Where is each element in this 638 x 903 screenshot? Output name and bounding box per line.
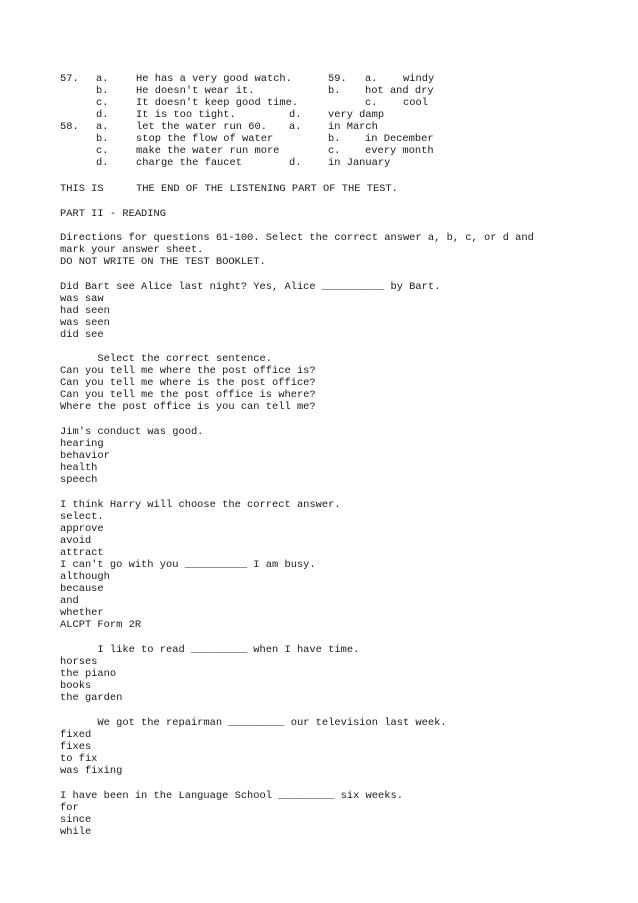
- q57-c-letter: c.: [96, 97, 109, 109]
- q58-b-letter: b.: [96, 133, 109, 145]
- answer-option: was seen: [60, 317, 110, 329]
- answer-option: had seen: [60, 305, 110, 317]
- q58-number: 58.: [60, 121, 79, 133]
- q58-a-letter: a.: [96, 121, 109, 133]
- answer-option: avoid: [60, 535, 92, 547]
- q57-a-letter: a.: [96, 73, 109, 85]
- q59-a-letter: a.: [365, 73, 378, 85]
- q59-b-letter: b.: [328, 85, 341, 97]
- q60-b-text: in December: [365, 133, 434, 145]
- answer-option: Can you tell me where the post office is?: [60, 365, 316, 377]
- q60-c-text: every month: [365, 145, 434, 157]
- q57-c-text: It doesn't keep good time.: [136, 97, 299, 109]
- question-text: Did Bart see Alice last night? Yes, Alice __________ by Bart.: [60, 281, 441, 293]
- q60-a-text: in March: [328, 121, 378, 133]
- q57-b-letter: b.: [96, 85, 109, 97]
- question-text: Jim's conduct was good.: [60, 426, 204, 438]
- directions-line-2: mark your answer sheet.: [60, 244, 204, 256]
- answer-option: horses: [60, 656, 98, 668]
- answer-option: did see: [60, 329, 104, 341]
- q58-d-letter: d.: [96, 157, 109, 169]
- answer-option: fixed: [60, 729, 92, 741]
- part-title: PART II - READING: [60, 208, 167, 220]
- q58-c-text: make the water run more: [136, 145, 280, 157]
- answer-option: while: [60, 826, 92, 838]
- answer-option: select.: [60, 511, 104, 523]
- question-text: Select the correct sentence.: [60, 353, 273, 365]
- answer-option: behavior: [60, 450, 110, 462]
- directions-line-3: DO NOT WRITE ON THE TEST BOOKLET.: [60, 256, 266, 268]
- q60-d-letter: d.: [289, 157, 302, 169]
- question-text: We got the repairman _________ our television last week.: [60, 717, 447, 729]
- q59-d-letter: d.: [289, 109, 302, 121]
- q59-number: 59.: [328, 73, 347, 85]
- answer-option: Can you tell me the post office is where?: [60, 389, 316, 401]
- answer-option: to fix: [60, 753, 98, 765]
- form-footer: ALCPT Form 2R: [60, 619, 142, 631]
- q60-a-letter: a.: [289, 121, 302, 133]
- answer-option: speech: [60, 474, 98, 486]
- answer-option: although: [60, 571, 110, 583]
- q57-b-text: He doesn't wear it.: [136, 85, 255, 97]
- q60-c-letter: c.: [328, 145, 341, 157]
- answer-option: approve: [60, 523, 104, 535]
- answer-option: the piano: [60, 668, 117, 680]
- question-text: I can't go with you __________ I am busy.: [60, 559, 316, 571]
- answer-option: books: [60, 680, 92, 692]
- q59-c-letter: c.: [365, 97, 378, 109]
- answer-option: whether: [60, 607, 104, 619]
- answer-option: fixes: [60, 741, 92, 753]
- answer-option: since: [60, 814, 92, 826]
- q58-d-text: charge the faucet: [136, 157, 243, 169]
- end-listening-text: THE END OF THE LISTENING PART OF THE TEST.: [136, 183, 398, 195]
- q60-b-letter: b.: [328, 133, 341, 145]
- q59-c-text: cool: [403, 97, 428, 109]
- question-text: I have been in the Language School _________ six weeks.: [60, 790, 403, 802]
- question-text: I like to read _________ when I have time.: [60, 644, 360, 656]
- q58-a-text: let the water run 60.: [136, 121, 267, 133]
- q59-b-text: hot and dry: [365, 85, 434, 97]
- q58-b-text: stop the flow of water: [136, 133, 274, 145]
- answer-option: was saw: [60, 293, 104, 305]
- answer-option: because: [60, 583, 104, 595]
- q59-a-text: windy: [403, 73, 435, 85]
- q60-d-text: in January: [328, 157, 391, 169]
- q57-number: 57.: [60, 73, 79, 85]
- answer-option: and: [60, 595, 79, 607]
- q57-a-text: He has a very good watch.: [136, 73, 292, 85]
- answer-option: Can you tell me where is the post office?: [60, 377, 316, 389]
- answer-option: for: [60, 802, 79, 814]
- q59-d-text: very damp: [328, 109, 385, 121]
- answer-option: the garden: [60, 692, 123, 704]
- answer-option: attract: [60, 547, 104, 559]
- question-text: I think Harry will choose the correct answer.: [60, 499, 341, 511]
- directions-line-1: Directions for questions 61-100. Select the correct answer a, b, c, or d and: [60, 232, 534, 244]
- answer-option: hearing: [60, 438, 104, 450]
- end-listening-lead: THIS IS: [60, 183, 104, 195]
- answer-option: health: [60, 462, 98, 474]
- q57-d-letter: d.: [96, 109, 109, 121]
- q58-c-letter: c.: [96, 145, 109, 157]
- q57-d-text: It is too tight.: [136, 109, 236, 121]
- answer-option: was fixing: [60, 765, 123, 777]
- answer-option: Where the post office is you can tell me?: [60, 401, 316, 413]
